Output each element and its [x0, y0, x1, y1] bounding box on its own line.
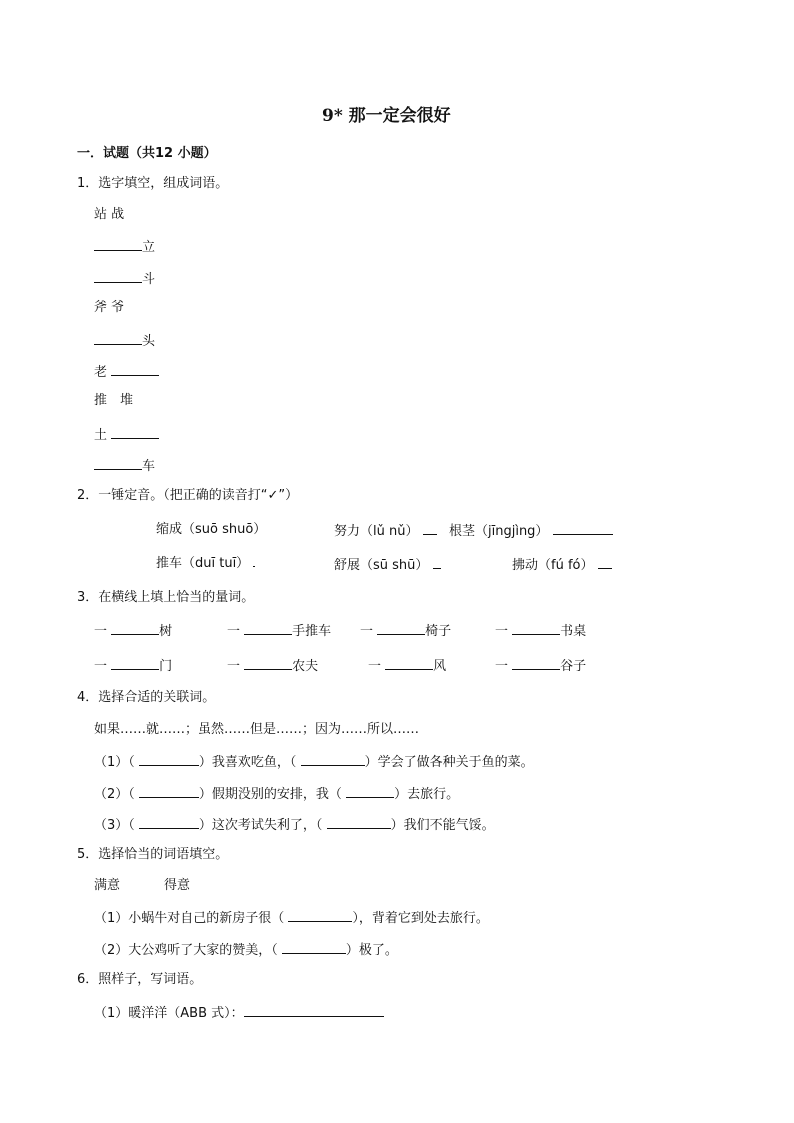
- q1-g2-item1: 头: [94, 332, 155, 350]
- q3-prompt: 3．在横线上填上恰当的量词。: [77, 590, 255, 605]
- answer-blank[interactable]: [433, 556, 441, 569]
- answer-blank[interactable]: [512, 622, 560, 635]
- answer-blank[interactable]: [94, 270, 142, 283]
- q5-prompt: 5．选择恰当的词语填空。: [77, 847, 229, 862]
- answer-blank[interactable]: [253, 566, 255, 567]
- q4-item2: （2）（ ）假期没别的安排，我（ ）去旅行。: [94, 787, 460, 802]
- q1-prompt: 1．选字填空，组成词语。: [77, 176, 229, 191]
- q1-g1-item1: 立: [94, 238, 155, 256]
- q3-r1-item3: 一 椅子: [360, 624, 452, 639]
- answer-blank[interactable]: [512, 657, 560, 670]
- answer-blank[interactable]: [139, 816, 199, 829]
- answer-blank[interactable]: [94, 332, 142, 345]
- q4-options: 如果……就……；虽然……但是……；因为……所以……: [94, 722, 420, 737]
- q5-item2: （2）大公鸡听了大家的赞美，（ ）极了。: [94, 943, 398, 958]
- section-header: 一．试题（共12 小题）: [77, 146, 217, 161]
- answer-blank[interactable]: [377, 622, 425, 635]
- q3-r2-item2: 一 农夫: [227, 659, 319, 674]
- q1-g3-item1: 土: [94, 426, 159, 444]
- answer-blank[interactable]: [327, 816, 391, 829]
- q1-g3-item2: 车: [94, 457, 155, 475]
- q3-r2-item3: 一 风: [368, 659, 447, 674]
- q4-item1: （1）（ ）我喜欢吃鱼，（ ）学会了做各种关于鱼的菜。: [94, 755, 534, 770]
- q1-group3-chars: 推 堆: [94, 393, 134, 408]
- q4-prompt: 4．选择合适的关联词。: [77, 690, 216, 705]
- q5-word1: 满意: [94, 878, 121, 893]
- q3-r2-item4: 一 谷子: [495, 659, 587, 674]
- q1-g2-item2: 老: [94, 363, 159, 381]
- answer-blank[interactable]: [301, 753, 365, 766]
- answer-blank[interactable]: [598, 556, 612, 569]
- q3-r2-item1: 一 门: [94, 659, 173, 674]
- q1-group2-chars: 斧 爷: [94, 300, 125, 315]
- q4-item3: （3）（ ）这次考试失利了，（ ）我们不能气馁。: [94, 818, 495, 833]
- q5-item1: （1）小蜗牛对自己的新房子很（ ），背着它到处去旅行。: [94, 911, 489, 926]
- q2-r1-item3: 根茎（jīngjìng）: [449, 522, 613, 540]
- answer-blank[interactable]: [111, 426, 159, 439]
- answer-blank[interactable]: [94, 238, 142, 251]
- answer-blank[interactable]: [423, 522, 437, 535]
- q2-prompt: 2．一锤定音。（把正确的读音打“✓”）: [77, 488, 299, 503]
- q2-r1-item1: 缩成（suō shuō）: [156, 522, 267, 537]
- q3-r1-item2: 一 手推车: [227, 624, 332, 639]
- q2-r2-item2: 舒展（sū shū）: [334, 556, 441, 574]
- q1-group1-chars: 站 战: [94, 207, 125, 222]
- answer-blank[interactable]: [139, 785, 199, 798]
- answer-blank[interactable]: [111, 657, 159, 670]
- answer-blank[interactable]: [111, 363, 159, 376]
- q1-g1-item2: 斗: [94, 270, 155, 288]
- answer-blank[interactable]: [111, 622, 159, 635]
- answer-blank[interactable]: [385, 657, 433, 670]
- page-title: 9* 那一定会很好: [322, 106, 451, 126]
- q3-r1-item4: 一 书桌: [495, 624, 587, 639]
- q2-r1-item2: 努力（lǔ nǔ）: [334, 522, 437, 540]
- answer-blank[interactable]: [288, 909, 352, 922]
- answer-blank[interactable]: [282, 941, 346, 954]
- answer-blank[interactable]: [346, 785, 394, 798]
- answer-blank[interactable]: [244, 657, 292, 670]
- answer-blank[interactable]: [244, 1004, 384, 1017]
- q5-word2: 得意: [164, 878, 191, 893]
- q2-r2-item1: 推车（duī tuī）: [156, 556, 255, 572]
- q6-item1: （1）暖洋洋（ABB 式）：: [94, 1004, 384, 1022]
- q6-prompt: 6．照样子，写词语。: [77, 972, 203, 987]
- q3-r1-item1: 一 树: [94, 624, 173, 639]
- answer-blank[interactable]: [139, 753, 199, 766]
- answer-blank[interactable]: [244, 622, 292, 635]
- answer-blank[interactable]: [94, 457, 142, 470]
- answer-blank[interactable]: [553, 522, 613, 535]
- q2-r2-item3: 拂动（fú fó）: [512, 556, 612, 574]
